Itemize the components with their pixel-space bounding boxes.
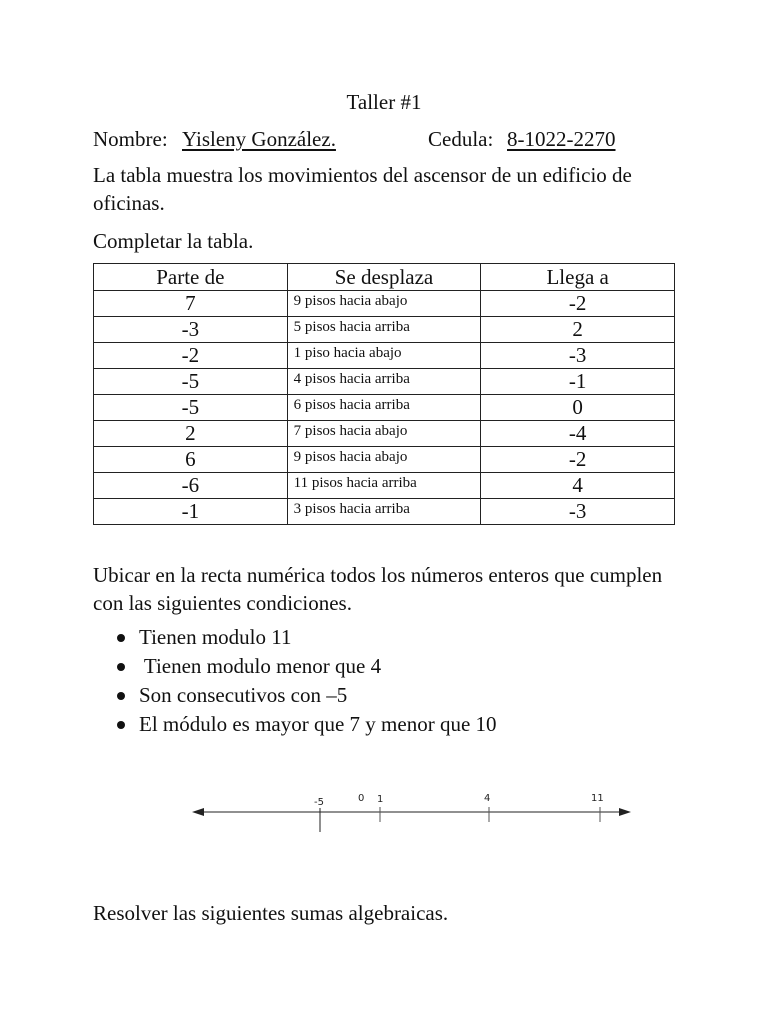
label-4: 4 bbox=[484, 793, 491, 804]
cell-se-desplaza: 9 pisos hacia abajo bbox=[287, 291, 481, 317]
cell-llega-a: -2 bbox=[481, 447, 675, 473]
name-label: Nombre: bbox=[93, 127, 168, 151]
table-row bbox=[94, 343, 675, 369]
cell-parte-de: -1 bbox=[94, 499, 288, 525]
header-se-desplaza: Se desplaza bbox=[287, 264, 481, 291]
table-row bbox=[94, 473, 675, 499]
table-row bbox=[94, 369, 675, 395]
table-header-row bbox=[94, 264, 675, 291]
cell-parte-de: -2 bbox=[94, 343, 288, 369]
sums-instruction: Resolver las siguientes sumas algebraicas. bbox=[93, 901, 449, 925]
condition-text: Tienen modulo menor que 4 bbox=[139, 654, 382, 678]
student-name: Yisleny González. bbox=[182, 127, 336, 151]
label-0: 0 bbox=[358, 793, 365, 804]
left-arrow-icon bbox=[192, 808, 204, 816]
cell-llega-a: 2 bbox=[481, 317, 675, 343]
cell-llega-a: -4 bbox=[481, 421, 675, 447]
table-row bbox=[94, 317, 675, 343]
cell-se-desplaza: 6 pisos hacia arriba bbox=[287, 395, 481, 421]
label-1: 1 bbox=[377, 794, 384, 805]
label-minus-5: -5 bbox=[314, 797, 324, 808]
header-parte-de: Parte de bbox=[94, 264, 288, 291]
cell-llega-a: 4 bbox=[481, 473, 675, 499]
label-11: 11 bbox=[591, 793, 604, 804]
bullet-icon bbox=[117, 663, 125, 671]
elevator-table bbox=[93, 263, 675, 525]
cell-llega-a: -3 bbox=[481, 499, 675, 525]
cell-parte-de: -3 bbox=[94, 317, 288, 343]
cell-se-desplaza: 9 pisos hacia abajo bbox=[287, 447, 481, 473]
right-arrow-icon bbox=[619, 808, 631, 816]
condition-text: Son consecutivos con –5 bbox=[139, 683, 348, 707]
list-item bbox=[93, 623, 497, 652]
conditions-list bbox=[93, 623, 497, 739]
cell-se-desplaza: 5 pisos hacia arriba bbox=[287, 317, 481, 343]
cell-llega-a: -3 bbox=[481, 343, 675, 369]
cell-se-desplaza: 11 pisos hacia arriba bbox=[287, 473, 481, 499]
cell-llega-a: 0 bbox=[481, 395, 675, 421]
table-instruction: Completar la tabla. bbox=[93, 229, 254, 253]
cell-llega-a: -1 bbox=[481, 369, 675, 395]
header-llega-a: Llega a bbox=[481, 264, 675, 291]
cell-se-desplaza: 7 pisos hacia abajo bbox=[287, 421, 481, 447]
number-line bbox=[180, 780, 640, 840]
table-row bbox=[94, 447, 675, 473]
table-row bbox=[94, 395, 675, 421]
condition-text: Tienen modulo 11 bbox=[139, 625, 292, 649]
bullet-icon bbox=[117, 721, 125, 729]
list-item bbox=[93, 710, 497, 739]
cell-se-desplaza: 4 pisos hacia arriba bbox=[287, 369, 481, 395]
cedula-number: 8-1022-2270 bbox=[507, 127, 616, 151]
cell-se-desplaza: 1 piso hacia abajo bbox=[287, 343, 481, 369]
cell-se-desplaza: 3 pisos hacia arriba bbox=[287, 499, 481, 525]
table-row bbox=[94, 291, 675, 317]
cell-parte-de: -5 bbox=[94, 395, 288, 421]
intro-paragraph: La tabla muestra los movimientos del ascensor de un edificio de oficinas. bbox=[93, 163, 632, 215]
cell-parte-de: -5 bbox=[94, 369, 288, 395]
table-row bbox=[94, 421, 675, 447]
cell-parte-de: 6 bbox=[94, 447, 288, 473]
cell-llega-a: -2 bbox=[481, 291, 675, 317]
list-item bbox=[93, 681, 497, 710]
bullet-icon bbox=[117, 692, 125, 700]
table-row bbox=[94, 499, 675, 525]
bullet-icon bbox=[117, 634, 125, 642]
worksheet-title: Taller #1 bbox=[346, 90, 422, 114]
cell-parte-de: 2 bbox=[94, 421, 288, 447]
number-line-instruction: Ubicar en la recta numérica todos los números enteros que cumplen con las siguientes condiciones. bbox=[93, 563, 663, 615]
cell-parte-de: -6 bbox=[94, 473, 288, 499]
condition-text: El módulo es mayor que 7 y menor que 10 bbox=[139, 712, 497, 736]
list-item bbox=[93, 652, 497, 681]
cedula-label: Cedula: bbox=[428, 127, 494, 151]
cell-parte-de: 7 bbox=[94, 291, 288, 317]
